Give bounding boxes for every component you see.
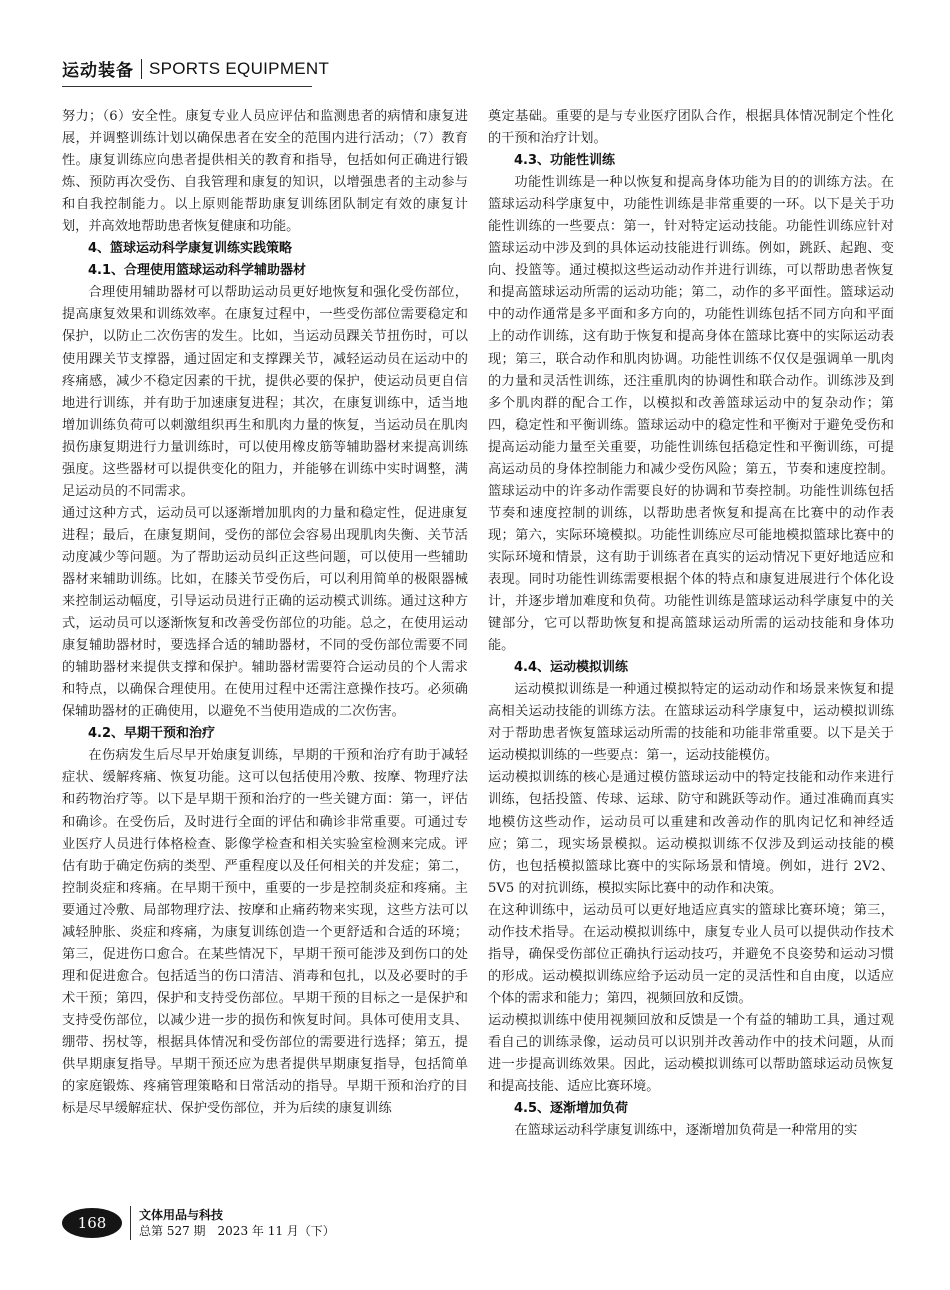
section-category-zh: 运动装备 bbox=[62, 61, 134, 81]
running-header bbox=[62, 56, 329, 81]
paragraph-4-4-b: 运动模拟训练的核心是通过模仿篮球运动中的特定技能和动作来进行训练，包括投篮、传球、运球、防守和跳跃等动作。通过准确而真实地模仿这些动作，运动员可以重建和改善动作的肌肉记忆和神经适应；第二，现实场景模拟。运动模拟训练不仅涉及到运动技能的模仿，也包括模拟篮球比赛中的实际场景和情境。例如，进行 2V2、5V5 的对抗训练，模拟实际比赛中的动作和决策。 bbox=[488, 770, 894, 896]
page-number-badge bbox=[62, 1208, 122, 1238]
paragraph-4-3: 功能性训练是一种以恢复和提高身体功能为目的的训练方法。在篮球运动科学康复中，功能性训练是非常重要的一环。以下是关于功能性训练的一些要点：第一，针对特定运动技能。功能性训练应针对篮球运动中涉及到的具体运动技能进行训练。例如，跳跃、起跑、变向、投篮等。通过模拟这些运动动作并进行训练，可以帮助患者恢复和提高篮球运动所需的运动功能；第二，动作的多平面性。篮球运动中的动作通常是多平面和多方向的，功能性训练包括不同方向和平面上的动作训练，这有助于恢复和提高身体在篮球比赛中的实际运动表现；第三，联合动作和肌肉协调。功能性训练不仅仅是强调单一肌肉的力量和灵活性训练，还注重肌肉的协调性和联合动作。训练涉及到多个肌肉群的配合工作，以模拟和改善篮球运动中的复杂动作；第四，稳定性和平衡训练。篮球运动中的稳定性和平衡对于避免受伤和提高运动能力量至关重要，功能性训练包括稳定性和平衡训练，可提高运动员的身体控制能力和减少受伤风险；第五，节奏和速度控制。篮球运动中的许多动作需要良好的协调和节奏控制。功能性训练包括节奏和速度控制的训练，以帮助患者恢复和提高在比赛中的动作表现；第六，实际环境模拟。功能性训练应尽可能地模拟篮球比赛中的实际环境和情景，这有助于训练者在真实的运动情况下更好地适应和表现。同时功能性训练需要根据个体的特点和康复进展进行个体化设计，并逐步增加难度和负荷。功能性训练是篮球运动科学康复中的关键部分，它可以帮助恢复和提高篮球运动所需的运动技能和身体功能。 bbox=[488, 175, 894, 654]
paragraph-4-2: 在伤病发生后尽早开始康复训练，早期的干预和治疗有助于减轻症状、缓解疼痛、恢复功能。这可以包括使用冷敷、按摩、物理疗法和药物治疗等。以下是早期干预和治疗的一些关键方面：第一，评估和确诊。在受伤后，及时进行全面的评估和确诊非常重要。可通过专业医疗人员进行体格检查、影像学检查和相关实验室检测来完成。评估有助于确定伤病的类型、严重程度以及任何相关的并发症；第二，控制炎症和疼痛。在早期干预中，重要的一步是控制炎症和疼痛。主要通过冷敷、局部物理疗法、按摩和止痛药物来实现，这些方法可以减轻肿胀、炎症和疼痛，为康复训练创造一个更舒适和合适的环境；第三，促进伤口愈合。在某些情况下，早期干预可能涉及到伤口的处理和促进愈合。包括适当的伤口清洁、消毒和包扎，以及必要时的手术干预；第四，保护和支持受伤部位。早期干预的目标之一是保护和支持受伤部位，以减少进一步的损伤和恢复时间。具体可使用支具、绷带、拐杖等，根据具体情况和受伤部位的需要进行选择；第五，提供早期康复指导。早期干预还应为患者提供早期康复指导，包括简单的家庭锻炼、疼痛管理策略和日常活动的指导。早期干预和治疗的目标是尽早缓解症状、保护受伤部位，并为后续的康复训练 bbox=[62, 748, 468, 1117]
paragraph-4-1-b: 通过这种方式，运动员可以逐渐增加肌肉的力量和稳定性，促进康复进程；最后，在康复期间，受伤的部位会容易出现肌肉失衡、关节活动度减少等问题。为了帮助运动员纠正这些问题，可以使用一些辅助器材来辅助训练。比如，在膝关节受伤后，可以利用简单的极限器械来控制运动幅度，引导运动员进行正确的运动模式训练。通过这种方式，运动员可以逐渐恢复和改善受伤部位的功能。总之，在使用运动康复辅助器材时，要选择合适的辅助器材，不同的受伤部位需要不同的辅助器材来提供支撑和保护。辅助器材需要符合运动员的个人需求和特点，以确保合理使用。在使用过程中还需注意操作技巧。必须确保辅助器材的正确使用，以避免不当使用造成的二次伤害。 bbox=[62, 505, 468, 720]
page-number: 168 bbox=[77, 1214, 107, 1232]
header-rule bbox=[62, 86, 312, 87]
paragraph-4-2-end: 奠定基础。重要的是与专业医疗团队合作，根据具体情况制定个性化的干预和治疗计划。 bbox=[488, 109, 894, 147]
heading-4-2: 4.2、早期干预和治疗 bbox=[88, 726, 216, 742]
footer-divider bbox=[130, 1206, 131, 1240]
paragraph-4-4-c: 在这种训练中，运动员可以更好地适应真实的篮球比赛环境；第三，动作技术指导。在运动模拟训练中，康复专业人员可以提供动作技术指导，确保受伤部位正确执行运动技巧，并避免不良姿势和运动习惯的形成。运动模拟训练应给予运动员一定的灵活性和自由度，以适应个体的需求和能力；第四，视频回放和反馈。 bbox=[488, 902, 894, 1006]
paragraph-4-4-a: 运动模拟训练是一种通过模拟特定的运动动作和场景来恢复和提高相关运动技能的训练方法。在篮球运动科学康复中，运动模拟训练对于帮助患者恢复篮球运动所需的技能和功能非常重要。以下是关于运动模拟训练的一些要点：第一，运动技能模仿。 bbox=[488, 682, 894, 764]
journal-title: 文体用品与科技 bbox=[139, 1208, 224, 1222]
paragraph-4-1-a: 合理使用辅助器材可以帮助运动员更好地恢复和强化受伤部位，提高康复效果和训练效率。在康复过程中，一些受伤部位需要稳定和保护，以防止二次伤害的发生。比如，当运动员踝关节扭伤时，可以使用踝关节支撑器，通过固定和支撑踝关节，减轻运动员在运动中的疼痛感，减少不稳定因素的干扰，提供必要的保护，使运动员更自信地进行训练，并有助于加速康复进程；其次，在康复训练中，适当地增加训练负荷可以刺激组织再生和肌肉力量的恢复，当运动员在肌肉损伤康复期进行力量训练时，可以使用橡皮筋等辅助器材来提高训练强度。这些器材可以提供变化的阻力，并能够在训练中实时调整，满足运动员的不同需求。 bbox=[62, 285, 468, 499]
left-column bbox=[62, 106, 468, 1216]
heading-4-4: 4.4、运动模拟训练 bbox=[514, 660, 629, 676]
header-separator bbox=[141, 59, 142, 79]
issue-info: 总第 527 期 2023 年 11 月（下） bbox=[139, 1224, 335, 1238]
footer-journal-info bbox=[139, 1207, 335, 1239]
section-category-en: SPORTS EQUIPMENT bbox=[149, 58, 330, 78]
heading-section-4: 4、篮球运动科学康复训练实践策略 bbox=[88, 241, 293, 257]
right-column bbox=[488, 106, 894, 1216]
paragraph-4-5: 在篮球运动科学康复训练中，逐渐增加负荷是一种常用的实 bbox=[514, 1123, 858, 1139]
heading-4-3: 4.3、功能性训练 bbox=[514, 153, 616, 169]
paragraph-principles-end: 努力；（6）安全性。康复专业人员应评估和监测患者的病情和康复进展，并调整训练计划以确保患者在安全的范围内进行活动；（7）教育性。康复训练应向患者提供相关的教育和指导，包括如何正确进行锻炼、预防再次受伤、自我管理和康复的知识，以增强患者的主动参与和自我控制能力。以上原则能帮助康复训练团队制定有效的康复计划，并高效地帮助患者恢复健康和功能。 bbox=[62, 109, 468, 235]
heading-4-5: 4.5、逐渐增加负荷 bbox=[514, 1101, 629, 1117]
paragraph-4-4-d: 运动模拟训练中使用视频回放和反馈是一个有益的辅助工具，通过观看自己的训练录像，运动员可以识别并改善动作中的技术问题，从而进一步提高训练效果。因此，运动模拟训练可以帮助篮球运动员恢复和提高技能、适应比赛环境。 bbox=[488, 1012, 894, 1095]
heading-4-1: 4.1、合理使用篮球运动科学辅助器材 bbox=[88, 263, 307, 279]
page-footer bbox=[62, 1206, 335, 1240]
